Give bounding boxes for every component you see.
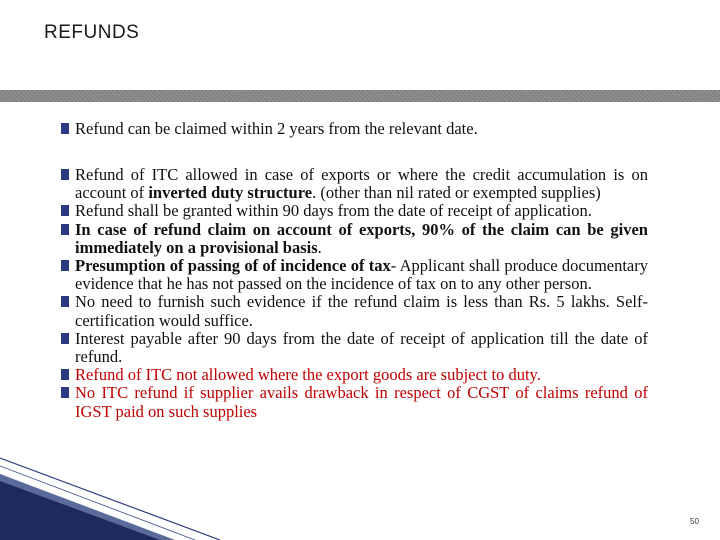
bold-text-run: inverted duty structure <box>148 183 313 203</box>
text-run: No need to furnish such evidence if the refund claim is less than Rs. 5 lakhs. Self-certification would suffice. <box>75 292 648 330</box>
page-number: 50 <box>690 517 699 526</box>
list-item-text: Refund can be claimed within 2 years from the relevant date. <box>75 119 478 138</box>
slide-title: REFUNDS <box>44 22 140 43</box>
bold-text-run: In case of refund claim on account of exports, 90% of the claim can be given immediately on a provisional basis <box>75 219 648 257</box>
text-run: . <box>317 237 322 257</box>
text-run: Interest payable after 90 days from the date of receipt of application till the date of refund. <box>75 328 648 367</box>
text-run: Refund shall be granted within 90 days from the date of receipt of application. <box>75 201 592 221</box>
bold-text-run: Presumption of passing of of incidence of tax <box>75 256 391 276</box>
text-run: Refund of ITC allowed in case of exports or where the credit accumulation is on account of <box>75 165 648 203</box>
text-run: . (other than nil rated or exempted supplies) <box>312 183 601 203</box>
text-run: Refund of ITC not allowed where the export goods are subject to duty. <box>75 365 541 385</box>
text-run: No ITC refund if supplier avails drawback in respect of CGST of claims refund of IGST paid on such supplies <box>75 383 648 421</box>
text-run: - Applicant shall produce documentary evidence that he has not passed on the incidence of tax on to any other person. <box>75 256 649 294</box>
